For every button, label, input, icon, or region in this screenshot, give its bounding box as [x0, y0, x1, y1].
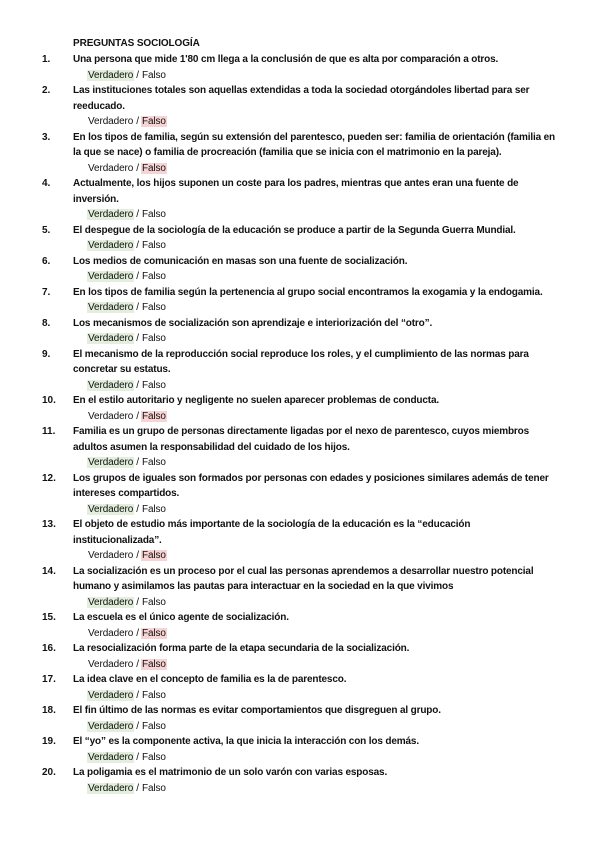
- question-number: 6.: [42, 255, 51, 267]
- option-falso[interactable]: Falso: [141, 379, 166, 391]
- answer-options: [0, 68, 600, 84]
- question-number: 13.: [42, 519, 56, 530]
- question-text: El “yo” es la componente activa, la que inicia la interacción con los demás.: [73, 736, 419, 747]
- option-falso[interactable]: Falso: [141, 658, 166, 670]
- question-item: [0, 316, 600, 347]
- option-separator: /: [136, 596, 139, 608]
- question-number: 2.: [42, 85, 51, 96]
- question-text: El objeto de estudio más importante de la sociología de la educación es la “educación institucionalizada”.: [73, 519, 471, 546]
- option-separator: /: [136, 379, 139, 391]
- option-separator: /: [136, 720, 139, 732]
- answer-options: [0, 688, 600, 704]
- question-item: [0, 734, 600, 765]
- option-falso[interactable]: Falso: [141, 782, 166, 794]
- question-text: Los grupos de iguales son formados por personas con edades y posiciones similares además de tener intereses compartidos.: [73, 472, 549, 499]
- option-falso[interactable]: Falso: [141, 162, 166, 174]
- question-row: [0, 703, 600, 719]
- question-row: [0, 393, 600, 409]
- option-separator: /: [136, 689, 139, 701]
- option-falso[interactable]: Falso: [141, 333, 166, 344]
- answer-options: [0, 409, 600, 425]
- question-text: Los mecanismos de socialización son aprendizaje e interiorización del “otro”.: [73, 317, 433, 329]
- question-item: [0, 254, 600, 285]
- answer-options: [0, 595, 600, 611]
- question-row: [0, 52, 600, 68]
- question-text: En los tipos de familia según la pertenencia al grupo social encontramos la exogamia y la endogamia.: [73, 286, 543, 298]
- question-item: [0, 285, 600, 316]
- answer-options: [0, 269, 600, 285]
- answer-options: [0, 455, 600, 471]
- option-falso[interactable]: Falso: [141, 271, 166, 282]
- answer-options: [0, 300, 600, 316]
- question-number: 7.: [42, 286, 51, 298]
- question-item: [0, 223, 600, 254]
- option-falso[interactable]: Falso: [141, 69, 166, 81]
- question-number: 4.: [42, 178, 51, 189]
- question-text: El fin último de las normas es evitar comportamientos que disgreguen al grupo.: [73, 705, 441, 716]
- option-separator: /: [136, 658, 139, 670]
- question-row: [0, 285, 600, 301]
- option-falso[interactable]: Falso: [141, 596, 166, 608]
- option-falso[interactable]: Falso: [141, 689, 166, 701]
- option-verdadero[interactable]: Verdadero: [88, 503, 134, 515]
- option-separator: /: [136, 333, 139, 344]
- question-text: En los tipos de familia, según su extensión del parentesco, pueden ser: familia de orientación (familia en la que se nace) o familia de procreación (familia que se inicia con el matrimonio en la pareja).: [73, 131, 556, 158]
- option-verdadero[interactable]: Verdadero: [88, 782, 134, 794]
- question-text: El mecanismo de la reproducción social reproduce los roles, y el cumplimiento de las normas para concretar su estatus.: [73, 348, 529, 375]
- option-falso[interactable]: Falso: [141, 240, 166, 251]
- question-text: La idea clave en el concepto de familia es la de parentesco.: [73, 674, 347, 685]
- question-item: [0, 517, 600, 564]
- question-row: [0, 564, 600, 595]
- question-row: [0, 316, 600, 332]
- question-row: [0, 610, 600, 626]
- option-verdadero[interactable]: Verdadero: [88, 658, 134, 670]
- option-verdadero[interactable]: Verdadero: [88, 379, 134, 391]
- option-falso[interactable]: Falso: [141, 627, 166, 639]
- question-number: 20.: [42, 767, 56, 778]
- option-verdadero[interactable]: Verdadero: [88, 240, 134, 251]
- question-text: Los medios de comunicación en masas son una fuente de socialización.: [73, 255, 408, 267]
- question-row: [0, 254, 600, 270]
- question-number: 9.: [42, 348, 51, 360]
- option-separator: /: [136, 240, 139, 251]
- option-verdadero[interactable]: Verdadero: [88, 720, 134, 732]
- option-separator: /: [136, 782, 139, 794]
- question-text: Las instituciones totales son aquellas extendidas a toda la sociedad otorgándoles libertad para ser reeducado.: [73, 85, 530, 112]
- answer-options: [0, 719, 600, 735]
- question-row: [0, 83, 600, 114]
- answer-options: [0, 502, 600, 518]
- answer-options: [0, 378, 600, 394]
- question-text: La resocialización forma parte de la etapa secundaria de la socialización.: [73, 643, 410, 654]
- question-number: 17.: [42, 674, 56, 685]
- answer-options: [0, 238, 600, 254]
- question-item: [0, 564, 600, 611]
- question-number: 15.: [42, 612, 56, 623]
- option-verdadero[interactable]: Verdadero: [88, 550, 134, 561]
- question-number: 5.: [42, 224, 51, 236]
- option-falso[interactable]: Falso: [141, 116, 166, 127]
- question-item: [0, 424, 600, 471]
- option-separator: /: [136, 209, 139, 220]
- question-row: [0, 517, 600, 548]
- answer-options: [0, 161, 600, 177]
- question-number: 1.: [42, 54, 51, 65]
- answer-options: [0, 331, 600, 347]
- question-item: [0, 610, 600, 641]
- question-row: [0, 471, 600, 502]
- option-verdadero[interactable]: Verdadero: [88, 333, 134, 344]
- question-list: [0, 52, 600, 796]
- question-item: [0, 703, 600, 734]
- option-verdadero[interactable]: Verdadero: [88, 410, 134, 422]
- question-number: 10.: [42, 395, 56, 406]
- question-number: 18.: [42, 705, 56, 716]
- question-row: [0, 424, 600, 455]
- question-text: Actualmente, los hijos suponen un coste para los padres, mientras que antes eran una fuente de inversión.: [73, 178, 519, 205]
- option-separator: /: [136, 410, 139, 422]
- answer-options: [0, 750, 600, 766]
- option-verdadero[interactable]: Verdadero: [88, 271, 134, 282]
- option-verdadero[interactable]: Verdadero: [88, 302, 134, 313]
- option-separator: /: [136, 302, 139, 313]
- answer-options: [0, 626, 600, 642]
- option-verdadero[interactable]: Verdadero: [88, 116, 134, 127]
- option-falso[interactable]: Falso: [141, 209, 166, 220]
- answer-options: [0, 114, 600, 130]
- option-verdadero[interactable]: Verdadero: [88, 627, 134, 639]
- option-separator: /: [136, 751, 139, 763]
- option-falso[interactable]: Falso: [141, 410, 166, 422]
- option-separator: /: [136, 503, 139, 515]
- question-row: [0, 734, 600, 750]
- page-title: PREGUNTAS SOCIOLOGÍA: [73, 38, 200, 49]
- question-item: [0, 672, 600, 703]
- question-item: [0, 393, 600, 424]
- option-separator: /: [136, 271, 139, 282]
- option-separator: /: [136, 69, 139, 81]
- option-falso[interactable]: Falso: [141, 751, 166, 763]
- question-number: 12.: [42, 472, 56, 484]
- question-row: [0, 130, 600, 161]
- option-verdadero[interactable]: Verdadero: [88, 209, 134, 220]
- question-number: 19.: [42, 736, 56, 747]
- answer-options: [0, 657, 600, 673]
- question-row: [0, 672, 600, 688]
- option-falso[interactable]: Falso: [141, 550, 166, 561]
- question-item: [0, 176, 600, 223]
- answer-options: [0, 207, 600, 223]
- option-separator: /: [136, 116, 139, 127]
- question-item: [0, 471, 600, 518]
- question-text: La socialización es un proceso por el cual las personas aprendemos a desarrollar nuestro potencial humano y asimilamos las pautas para interactuar en la sociedad en la que vivimos: [73, 565, 534, 592]
- question-number: 14.: [42, 565, 56, 577]
- question-text: En el estilo autoritario y negligente no suelen aparecer problemas de conducta.: [73, 395, 440, 406]
- option-verdadero[interactable]: Verdadero: [88, 69, 134, 81]
- option-verdadero[interactable]: Verdadero: [88, 751, 134, 763]
- option-separator: /: [136, 162, 139, 174]
- option-falso[interactable]: Falso: [141, 503, 166, 515]
- question-text: Familia es un grupo de personas directamente ligadas por el nexo de parentesco, cuyos miembros adultos asumen la responsabilidad del cuidado de los hijos.: [73, 426, 530, 453]
- question-text: El despegue de la sociología de la educación se produce a partir de la Segunda Guerra Mundial.: [73, 224, 516, 236]
- option-verdadero[interactable]: Verdadero: [88, 596, 134, 608]
- question-item: [0, 52, 600, 83]
- question-number: 16.: [42, 643, 56, 654]
- question-item: [0, 765, 600, 796]
- option-verdadero[interactable]: Verdadero: [88, 689, 134, 701]
- question-number: 3.: [42, 131, 51, 143]
- question-item: [0, 130, 600, 177]
- question-item: [0, 83, 600, 130]
- option-verdadero[interactable]: Verdadero: [88, 162, 134, 174]
- option-falso[interactable]: Falso: [141, 302, 166, 313]
- option-falso[interactable]: Falso: [141, 457, 166, 468]
- question-text: Una persona que mide 1'80 cm llega a la conclusión de que es alta por comparación a otros.: [73, 54, 499, 65]
- question-item: [0, 347, 600, 394]
- option-verdadero[interactable]: Verdadero: [88, 457, 134, 468]
- question-row: [0, 641, 600, 657]
- answer-options: [0, 548, 600, 564]
- question-text: La poligamia es el matrimonio de un solo varón con varias esposas.: [73, 767, 388, 778]
- question-row: [0, 347, 600, 378]
- question-row: [0, 765, 600, 781]
- option-separator: /: [136, 627, 139, 639]
- option-separator: /: [136, 550, 139, 561]
- option-falso[interactable]: Falso: [141, 720, 166, 732]
- answer-options: [0, 781, 600, 797]
- question-number: 8.: [42, 317, 51, 329]
- option-separator: /: [136, 457, 139, 468]
- question-text: La escuela es el único agente de socialización.: [73, 612, 289, 623]
- question-number: 11.: [42, 426, 56, 437]
- question-row: [0, 223, 600, 239]
- question-row: [0, 176, 600, 207]
- question-item: [0, 641, 600, 672]
